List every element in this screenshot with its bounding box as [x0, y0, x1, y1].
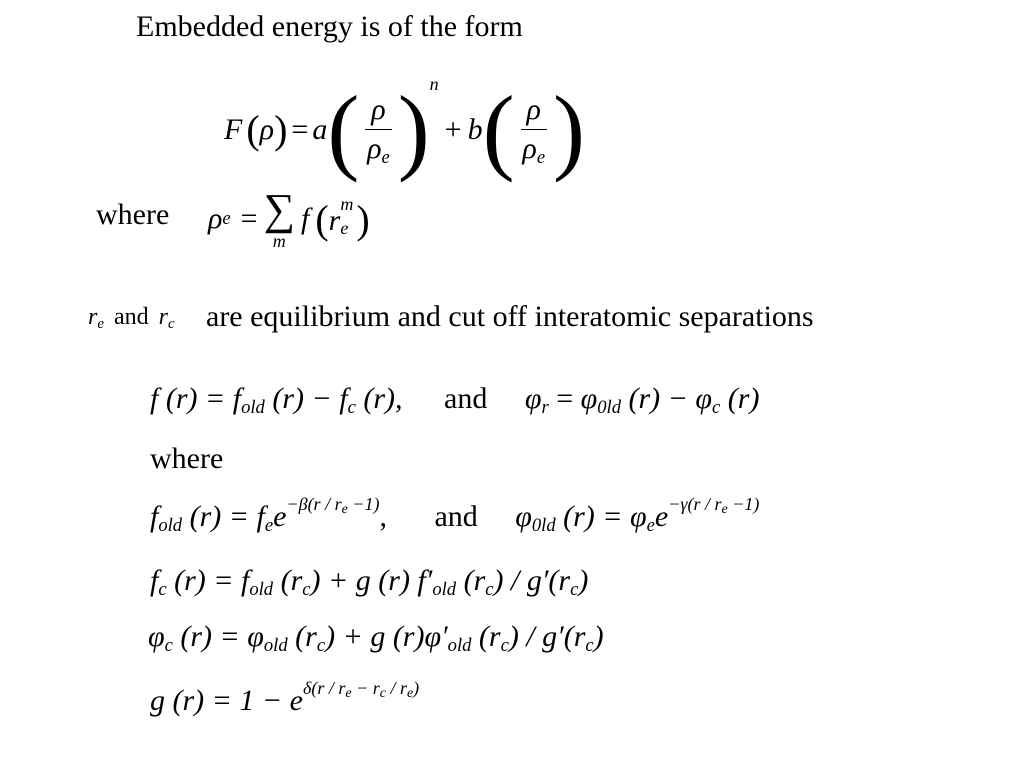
where-label-1: where	[96, 198, 170, 231]
phic-equation: $\varphi_c$ $(r) = \varphi_{old}$ $(r_c) + g$ $(r)\varphi'_{old}$ $(r_c) / g'(r_c)$	[148, 620, 604, 657]
rho-e-equation: ρ e = ∑ m f ( r m e )	[208, 185, 370, 251]
cutoff-functions-equation: f $(r) = f_{old}$ $(r) - f_c$ (r), and $\varphi_r = \varphi_{0ld}$ $(r) - \varphi_c$ (r)	[150, 382, 760, 419]
embedding-function-equation: F ( ρ ) = a ( $\frac{\rho}{\rho_e}$ ) n + b ( $\frac{\rho}{\rho_e}$ )	[224, 74, 585, 183]
g-equation: g $(r) = 1 - e^{\delta(r / r_e - r_c / r_e)}$	[150, 677, 420, 717]
f-of-r: f (r) =	[150, 382, 233, 415]
exponent-n: n	[429, 74, 439, 94]
summation	[263, 185, 295, 251]
sum-index: m	[272, 231, 286, 251]
symbol-rho: ρ	[208, 202, 223, 235]
fraction-rho-over-rho-e-2	[521, 93, 547, 169]
and-word: and	[113, 304, 149, 330]
old-functions-equation: $f_{old}$ $(r) = f_ee^{-\beta(r / r_e -1)}$, and $\varphi_{0ld}$ $(r) = \varphi_ee^{-\gamma(r / r_e -1)}$	[150, 493, 760, 537]
slide-heading: Embedded energy is of the form	[136, 10, 523, 43]
sum-symbol: ∑	[263, 185, 295, 234]
fraction-denominator: $\rho_e$	[522, 132, 546, 169]
coefficient-b: b	[467, 112, 483, 146]
subscript-e: e	[340, 218, 349, 238]
separation-description: are equilibrium and cut off interatomic separations	[206, 300, 814, 333]
and-word: and	[444, 382, 488, 415]
symbol-f: f	[300, 202, 310, 235]
r-e-m: r m e	[328, 194, 354, 238]
superscript-m: m	[340, 194, 354, 214]
and-word: and	[434, 500, 478, 533]
fraction-rho-over-rho-e	[365, 93, 391, 169]
plus-sign: +	[444, 112, 462, 146]
where-label-2: where	[150, 442, 224, 475]
separation-symbols: $r_e$ and $r_c$	[88, 304, 175, 333]
equals-sign: =	[291, 112, 309, 146]
fraction-numerator: ρ	[365, 93, 391, 130]
symbol-rho: ρ	[259, 112, 275, 146]
coefficient-a: a	[312, 112, 328, 146]
fraction-numerator: ρ	[521, 93, 547, 130]
fraction-denominator: $\rho_e$	[367, 132, 390, 169]
symbol-F: F	[224, 112, 243, 146]
equals-sign: =	[240, 202, 258, 235]
fc-equation: $f_c$ $(r) = f_{old}$ $(r_c) + g$ (r) $f'_{old}$ $(r_c) / g'(r_c)$	[150, 564, 589, 601]
